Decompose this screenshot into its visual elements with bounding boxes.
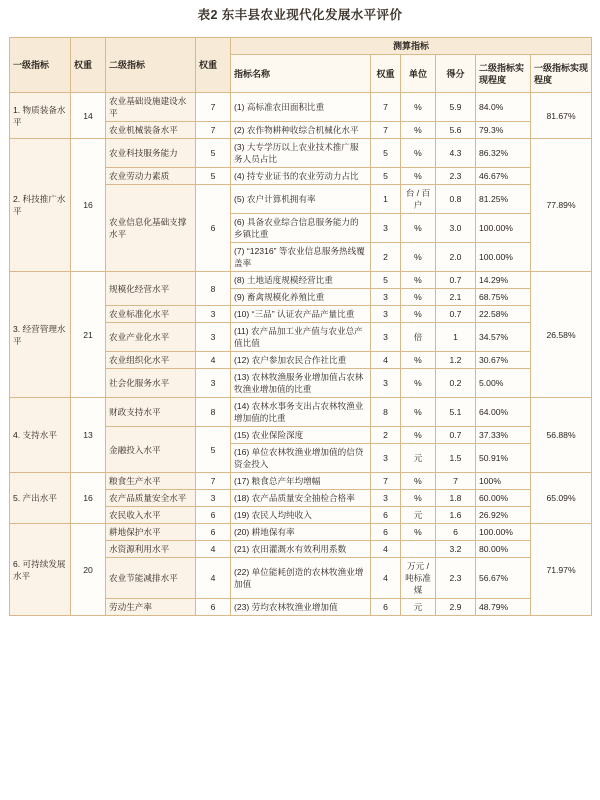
level2-weight: 7 bbox=[196, 93, 231, 122]
measure-score: 3.2 bbox=[436, 541, 476, 558]
measure-unit: 台 / 百户 bbox=[401, 185, 436, 214]
level2-achievement-value: 14.29% bbox=[476, 272, 531, 289]
level2-weight: 7 bbox=[196, 473, 231, 490]
measure-unit: % bbox=[401, 139, 436, 168]
measure-score: 5.1 bbox=[436, 398, 476, 427]
measure-score: 2.3 bbox=[436, 168, 476, 185]
measure-indicator-name: (9) 畜禽规模化养殖比重 bbox=[231, 289, 371, 306]
measure-weight: 2 bbox=[371, 427, 401, 444]
measure-indicator-name: (1) 高标准农田面积比重 bbox=[231, 93, 371, 122]
level2-achievement-value: 100.00% bbox=[476, 524, 531, 541]
level2-achievement-value: 48.79% bbox=[476, 599, 531, 616]
measure-indicator-name: (20) 耕地保有率 bbox=[231, 524, 371, 541]
measure-unit bbox=[401, 541, 436, 558]
level2-achievement-value: 46.67% bbox=[476, 168, 531, 185]
table-row bbox=[10, 524, 592, 541]
level2-indicator-name: 农业机械装备水平 bbox=[106, 122, 196, 139]
table-body bbox=[10, 38, 592, 616]
level2-weight: 4 bbox=[196, 541, 231, 558]
level2-weight: 8 bbox=[196, 398, 231, 427]
measure-weight: 3 bbox=[371, 444, 401, 473]
measure-unit: % bbox=[401, 490, 436, 507]
table-header-row-1 bbox=[10, 38, 592, 55]
measure-score: 2.1 bbox=[436, 289, 476, 306]
measure-weight: 3 bbox=[371, 289, 401, 306]
level2-indicator-name: 农业基础设施建设水平 bbox=[106, 93, 196, 122]
level2-indicator-name: 农民收入水平 bbox=[106, 507, 196, 524]
table-row bbox=[10, 473, 592, 490]
level2-achievement-value: 34.57% bbox=[476, 323, 531, 352]
level1-indicator-name: 1. 物质装备水平 bbox=[10, 93, 71, 139]
measure-unit: % bbox=[401, 93, 436, 122]
measure-indicator-name: (19) 农民人均纯收入 bbox=[231, 507, 371, 524]
measure-score: 1.8 bbox=[436, 490, 476, 507]
level2-achievement-value: 79.3% bbox=[476, 122, 531, 139]
measure-weight: 4 bbox=[371, 541, 401, 558]
level1-achievement-value: 71.97% bbox=[531, 524, 592, 616]
level2-weight: 6 bbox=[196, 185, 231, 272]
measure-weight: 3 bbox=[371, 323, 401, 352]
level2-achievement-value: 100% bbox=[476, 473, 531, 490]
level1-weight: 21 bbox=[71, 272, 106, 398]
level2-achievement-value: 56.67% bbox=[476, 558, 531, 599]
measure-unit: 倍 bbox=[401, 323, 436, 352]
measure-score: 1.5 bbox=[436, 444, 476, 473]
level1-indicator-name: 4. 支持水平 bbox=[10, 398, 71, 473]
measure-indicator-name: (15) 农业保险深度 bbox=[231, 427, 371, 444]
measure-indicator-name: (21) 农田灌溉水有效利用系数 bbox=[231, 541, 371, 558]
level2-weight: 3 bbox=[196, 306, 231, 323]
level1-achievement-value: 77.89% bbox=[531, 139, 592, 272]
measure-unit: % bbox=[401, 214, 436, 243]
measure-unit: % bbox=[401, 243, 436, 272]
level1-achievement-value: 81.67% bbox=[531, 93, 592, 139]
measure-weight: 5 bbox=[371, 139, 401, 168]
level2-indicator-name: 粮食生产水平 bbox=[106, 473, 196, 490]
measure-weight: 3 bbox=[371, 306, 401, 323]
level2-weight: 8 bbox=[196, 272, 231, 306]
level2-indicator-name: 农产品质量安全水平 bbox=[106, 490, 196, 507]
header-level1-indicator: 一级指标 bbox=[10, 38, 71, 93]
level2-indicator-name: 农业产业化水平 bbox=[106, 323, 196, 352]
measure-score: 2.0 bbox=[436, 243, 476, 272]
level1-weight: 16 bbox=[71, 139, 106, 272]
table-row bbox=[10, 272, 592, 289]
level1-indicator-name: 6. 可持续发展水平 bbox=[10, 524, 71, 616]
measure-weight: 7 bbox=[371, 473, 401, 490]
measure-indicator-name: (22) 单位能耗创造的农林牧渔业增加值 bbox=[231, 558, 371, 599]
measure-unit: % bbox=[401, 352, 436, 369]
measure-score: 0.7 bbox=[436, 272, 476, 289]
level2-weight: 7 bbox=[196, 122, 231, 139]
level1-achievement-value: 56.88% bbox=[531, 398, 592, 473]
level2-indicator-name: 水资源利用水平 bbox=[106, 541, 196, 558]
measure-score: 5.6 bbox=[436, 122, 476, 139]
level2-weight: 4 bbox=[196, 352, 231, 369]
level2-achievement-value: 50.91% bbox=[476, 444, 531, 473]
header-level2-achievement: 二级指标实现程度 bbox=[476, 55, 531, 93]
level2-achievement-value: 37.33% bbox=[476, 427, 531, 444]
header-level2-weight: 权重 bbox=[196, 38, 231, 93]
level1-indicator-name: 5. 产出水平 bbox=[10, 473, 71, 524]
measure-unit: % bbox=[401, 398, 436, 427]
measure-weight: 7 bbox=[371, 122, 401, 139]
level1-weight: 16 bbox=[71, 473, 106, 524]
level2-weight: 3 bbox=[196, 490, 231, 507]
measure-weight: 4 bbox=[371, 558, 401, 599]
measure-score: 7 bbox=[436, 473, 476, 490]
measure-indicator-name: (5) 农户计算机拥有率 bbox=[231, 185, 371, 214]
measure-weight: 3 bbox=[371, 369, 401, 398]
level2-achievement-value: 26.92% bbox=[476, 507, 531, 524]
measure-weight: 6 bbox=[371, 524, 401, 541]
measure-unit: % bbox=[401, 524, 436, 541]
measure-score: 5.9 bbox=[436, 93, 476, 122]
level2-achievement-value: 60.00% bbox=[476, 490, 531, 507]
measure-unit: % bbox=[401, 289, 436, 306]
measure-score: 0.7 bbox=[436, 306, 476, 323]
level2-indicator-name: 耕地保护水平 bbox=[106, 524, 196, 541]
measure-unit: % bbox=[401, 306, 436, 323]
measure-weight: 2 bbox=[371, 243, 401, 272]
level2-achievement-value: 86.32% bbox=[476, 139, 531, 168]
measure-weight: 3 bbox=[371, 214, 401, 243]
level2-achievement-value: 80.00% bbox=[476, 541, 531, 558]
measure-indicator-name: (12) 农户参加农民合作社比重 bbox=[231, 352, 371, 369]
level2-weight: 5 bbox=[196, 168, 231, 185]
evaluation-table bbox=[9, 37, 592, 616]
page-title: 表2 东丰县农业现代化发展水平评价 bbox=[197, 8, 403, 22]
level2-achievement-value: 5.00% bbox=[476, 369, 531, 398]
measure-weight: 5 bbox=[371, 272, 401, 289]
header-measure-weight: 权重 bbox=[371, 55, 401, 93]
measure-score: 3.0 bbox=[436, 214, 476, 243]
measure-unit: % bbox=[401, 168, 436, 185]
level2-weight: 5 bbox=[196, 427, 231, 473]
measure-indicator-name: (2) 农作物耕种收综合机械化水平 bbox=[231, 122, 371, 139]
measure-score: 1.2 bbox=[436, 352, 476, 369]
level2-indicator-name: 农业标准化水平 bbox=[106, 306, 196, 323]
level2-achievement-value: 64.00% bbox=[476, 398, 531, 427]
measure-indicator-name: (13) 农林牧渔服务业增加值占农林牧渔业增加值的比重 bbox=[231, 369, 371, 398]
measure-score: 4.3 bbox=[436, 139, 476, 168]
measure-unit: 万元 / 吨标准煤 bbox=[401, 558, 436, 599]
measure-indicator-name: (17) 粮食总产年均增幅 bbox=[231, 473, 371, 490]
level1-achievement-value: 26.58% bbox=[531, 272, 592, 398]
measure-score: 2.9 bbox=[436, 599, 476, 616]
measure-indicator-name: (14) 农林水事务支出占农林牧渔业增加值的比重 bbox=[231, 398, 371, 427]
level2-indicator-name: 社会化服务水平 bbox=[106, 369, 196, 398]
level1-weight: 13 bbox=[71, 398, 106, 473]
measure-weight: 4 bbox=[371, 352, 401, 369]
measure-unit: 元 bbox=[401, 444, 436, 473]
header-level1-weight: 权重 bbox=[71, 38, 106, 93]
table-row bbox=[10, 93, 592, 122]
measure-indicator-name: (23) 劳均农林牧渔业增加值 bbox=[231, 599, 371, 616]
level1-weight: 14 bbox=[71, 93, 106, 139]
measure-weight: 8 bbox=[371, 398, 401, 427]
measure-indicator-name: (8) 土地适度规模经营比重 bbox=[231, 272, 371, 289]
level2-weight: 3 bbox=[196, 323, 231, 352]
measure-unit: % bbox=[401, 369, 436, 398]
level2-weight: 6 bbox=[196, 507, 231, 524]
level2-indicator-name: 财政支持水平 bbox=[106, 398, 196, 427]
measure-indicator-name: (6) 具备农业综合信息服务能力的乡镇比重 bbox=[231, 214, 371, 243]
level2-indicator-name: 金融投入水平 bbox=[106, 427, 196, 473]
header-level1-achievement: 一级指标实现程度 bbox=[531, 55, 592, 93]
level2-achievement-value: 84.0% bbox=[476, 93, 531, 122]
level2-achievement-value: 68.75% bbox=[476, 289, 531, 306]
header-score: 得分 bbox=[436, 55, 476, 93]
measure-unit: 元 bbox=[401, 599, 436, 616]
level2-indicator-name: 规模化经营水平 bbox=[106, 272, 196, 306]
level1-weight: 20 bbox=[71, 524, 106, 616]
measure-indicator-name: (7) “12316” 等农业信息服务热线覆盖率 bbox=[231, 243, 371, 272]
header-indicator-name: 指标名称 bbox=[231, 55, 371, 93]
measure-score: 1 bbox=[436, 323, 476, 352]
measure-score: 0.2 bbox=[436, 369, 476, 398]
measure-score: 0.8 bbox=[436, 185, 476, 214]
measure-unit: 元 bbox=[401, 507, 436, 524]
level2-weight: 6 bbox=[196, 599, 231, 616]
measure-score: 0.7 bbox=[436, 427, 476, 444]
evaluation-table-wrapper bbox=[9, 37, 591, 616]
measure-score: 2.3 bbox=[436, 558, 476, 599]
measure-weight: 6 bbox=[371, 599, 401, 616]
measure-score: 1.6 bbox=[436, 507, 476, 524]
level2-achievement-value: 30.67% bbox=[476, 352, 531, 369]
level2-achievement-value: 100.00% bbox=[476, 214, 531, 243]
measure-indicator-name: (16) 单位农林牧渔业增加值的信贷资金投入 bbox=[231, 444, 371, 473]
level2-indicator-name: 农业组织化水平 bbox=[106, 352, 196, 369]
level2-achievement-value: 22.58% bbox=[476, 306, 531, 323]
measure-unit: % bbox=[401, 122, 436, 139]
level2-achievement-value: 100.00% bbox=[476, 243, 531, 272]
level2-achievement-value: 81.25% bbox=[476, 185, 531, 214]
level2-weight: 3 bbox=[196, 369, 231, 398]
measure-indicator-name: (3) 大专学历以上农业技术推广服务人员占比 bbox=[231, 139, 371, 168]
level2-weight: 4 bbox=[196, 558, 231, 599]
header-level2-indicator: 二级指标 bbox=[106, 38, 196, 93]
measure-unit: % bbox=[401, 427, 436, 444]
level2-indicator-name: 农业节能减排水平 bbox=[106, 558, 196, 599]
measure-weight: 5 bbox=[371, 168, 401, 185]
measure-indicator-name: (4) 持专业证书的农业劳动力占比 bbox=[231, 168, 371, 185]
measure-indicator-name: (11) 农产品加工业产值与农业总产值比值 bbox=[231, 323, 371, 352]
measure-indicator-name: (18) 农产品质量安全抽检合格率 bbox=[231, 490, 371, 507]
level1-indicator-name: 3. 经营管理水平 bbox=[10, 272, 71, 398]
measure-weight: 3 bbox=[371, 490, 401, 507]
level2-indicator-name: 农业劳动力素质 bbox=[106, 168, 196, 185]
header-unit: 单位 bbox=[401, 55, 436, 93]
measure-weight: 1 bbox=[371, 185, 401, 214]
level1-achievement-value: 65.09% bbox=[531, 473, 592, 524]
header-measure-group: 测算指标 bbox=[231, 38, 592, 55]
level2-indicator-name: 农业科技服务能力 bbox=[106, 139, 196, 168]
measure-weight: 6 bbox=[371, 507, 401, 524]
level1-indicator-name: 2. 科技推广水平 bbox=[10, 139, 71, 272]
measure-score: 6 bbox=[436, 524, 476, 541]
level2-weight: 6 bbox=[196, 524, 231, 541]
level2-indicator-name: 农业信息化基础支撑水平 bbox=[106, 185, 196, 272]
measure-weight: 7 bbox=[371, 93, 401, 122]
table-row bbox=[10, 398, 592, 427]
measure-unit: % bbox=[401, 272, 436, 289]
level2-indicator-name: 劳动生产率 bbox=[106, 599, 196, 616]
table-row bbox=[10, 139, 592, 168]
measure-indicator-name: (10) “三品” 认证农产品产量比重 bbox=[231, 306, 371, 323]
level2-weight: 5 bbox=[196, 139, 231, 168]
measure-unit: % bbox=[401, 473, 436, 490]
